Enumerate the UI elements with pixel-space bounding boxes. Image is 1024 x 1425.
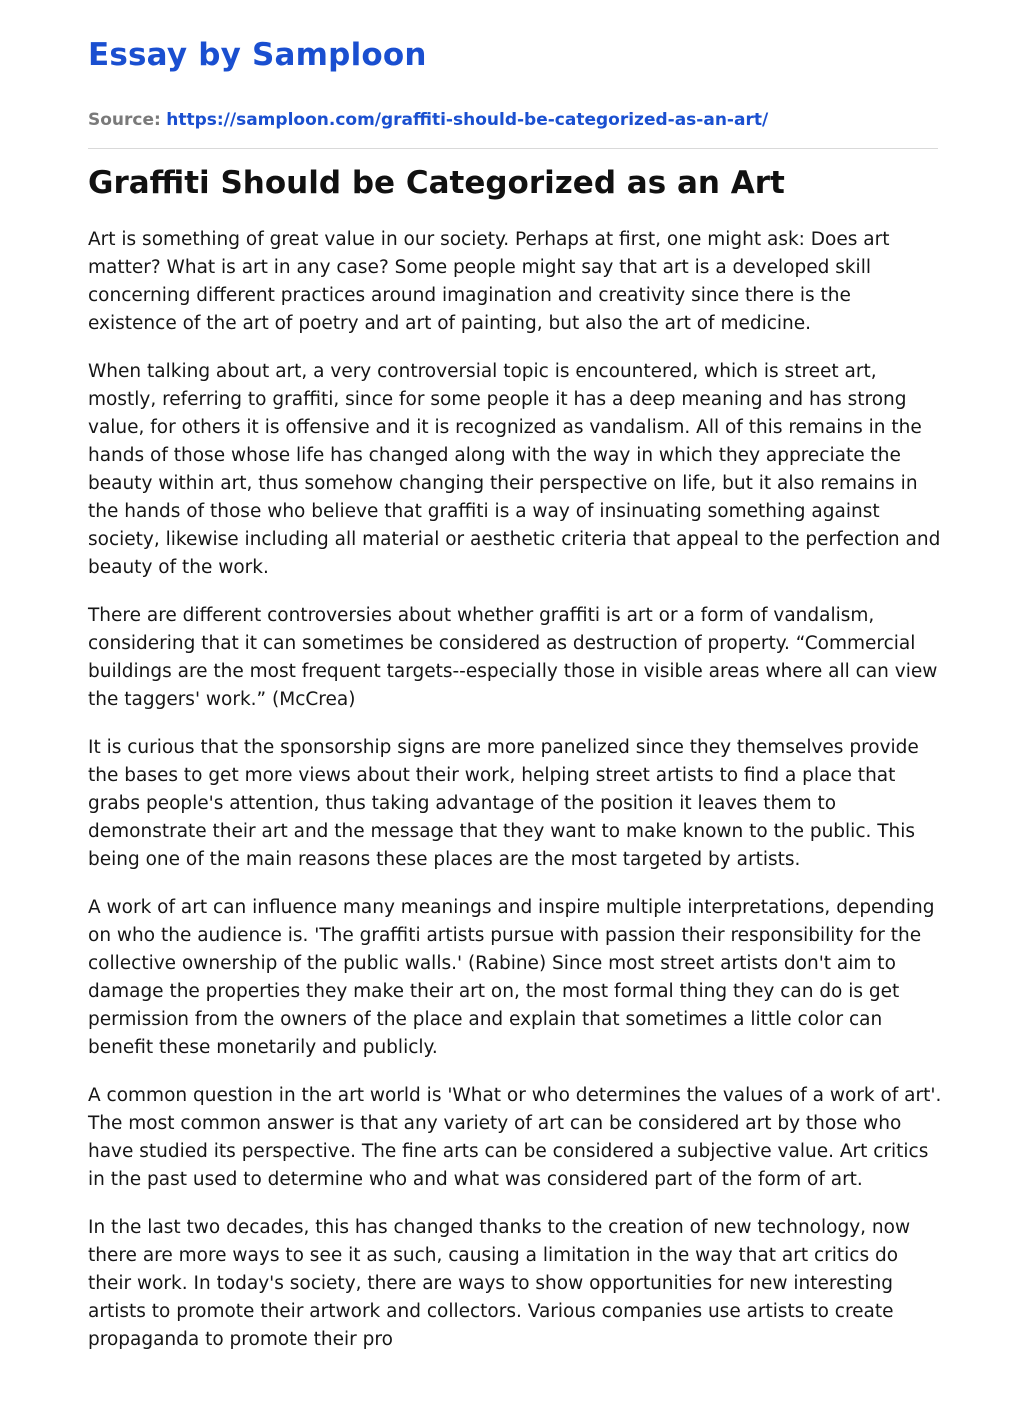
essay-paragraph-3: There are different controversies about whether graffiti is art or a form of vandalism, considering that it can sometimes be considered as destruction of property. “Commercial buildings are the most frequent targets--especially those in visible areas where all can view the taggers' work.” (McCrea): [88, 605, 938, 710]
essay-title: Graffiti Should be Categorized as an Art: [88, 165, 785, 201]
essay-paragraph-4: It is curious that the sponsorship signs are more panelized since they themselves provide the bases to get more views about their work, helping street artists to find a place that grabs people's attention, thus taking advantage of the position it leaves them to demonstrate their art and the message that they want to make known to the public. This being one of the main reasons these places are the most targeted by artists.: [88, 737, 919, 870]
header-divider: [88, 148, 938, 149]
essay-paragraph-2: When talking about art, a very controversial topic is encountered, which is street art, mostly, referring to graffiti, since for some people it has a deep meaning and has strong value, for others it is offensive and it is recognized as vandalism. All of this remains in the hands of those whose life has changed along with the way in which they appreciate the beauty within art, thus somehow changing their perspective on life, but it also remains in the hands of those who believe that graffiti is a way of insinuating something against society, likewise including all material or aesthetic criteria that appeal to the perfection and beauty of the work.: [88, 361, 941, 578]
essay-paragraph-1: Art is something of great value in our society. Perhaps at first, one might ask: Does art matter? What is art in any case? Some people might say that art is a developed skill concerning different practices around imagination and creativity since there is the existence of the art of poetry and art of painting, but also the art of medicine.: [88, 229, 890, 334]
essay-body: [88, 226, 943, 1354]
essay-paragraph-7: In the last two decades, this has changed thanks to the creation of new technology, now there are more ways to see it as such, causing a limitation in the way that art critics do their work. In today's society, there are ways to show opportunities for new interesting artists to promote their artwork and collectors. Various companies use artists to create propaganda to promote their pro: [88, 1217, 911, 1350]
source-line: [88, 108, 938, 132]
source-label: Source:: [88, 110, 161, 130]
essay-paragraph-6: A common question in the art world is 'What or who determines the values of a work of art'. The most common answer is that any variety of art can be considered art by those who have studied its perspective. The fine arts can be considered a subjective value. Art critics in the past used to determine who and what was considered part of the form of art.: [88, 1085, 942, 1190]
essay-paragraph-5: A work of art can influence many meanings and inspire multiple interpretations, depending on who the audience is. 'The graffiti artists pursue with passion their responsibility for the collective ownership of the public walls.' (Rabine) Since most street artists don't aim to damage the properties they make their art on, the most formal thing they can do is get permission from the owners of the place and explain that sometimes a little color can benefit these monetarily and publicly.: [88, 897, 935, 1058]
site-title: Essay by Samploon: [88, 37, 427, 73]
source-link[interactable]: https://samploon.com/graffiti-should-be-categorized-as-an-art/: [166, 110, 769, 130]
